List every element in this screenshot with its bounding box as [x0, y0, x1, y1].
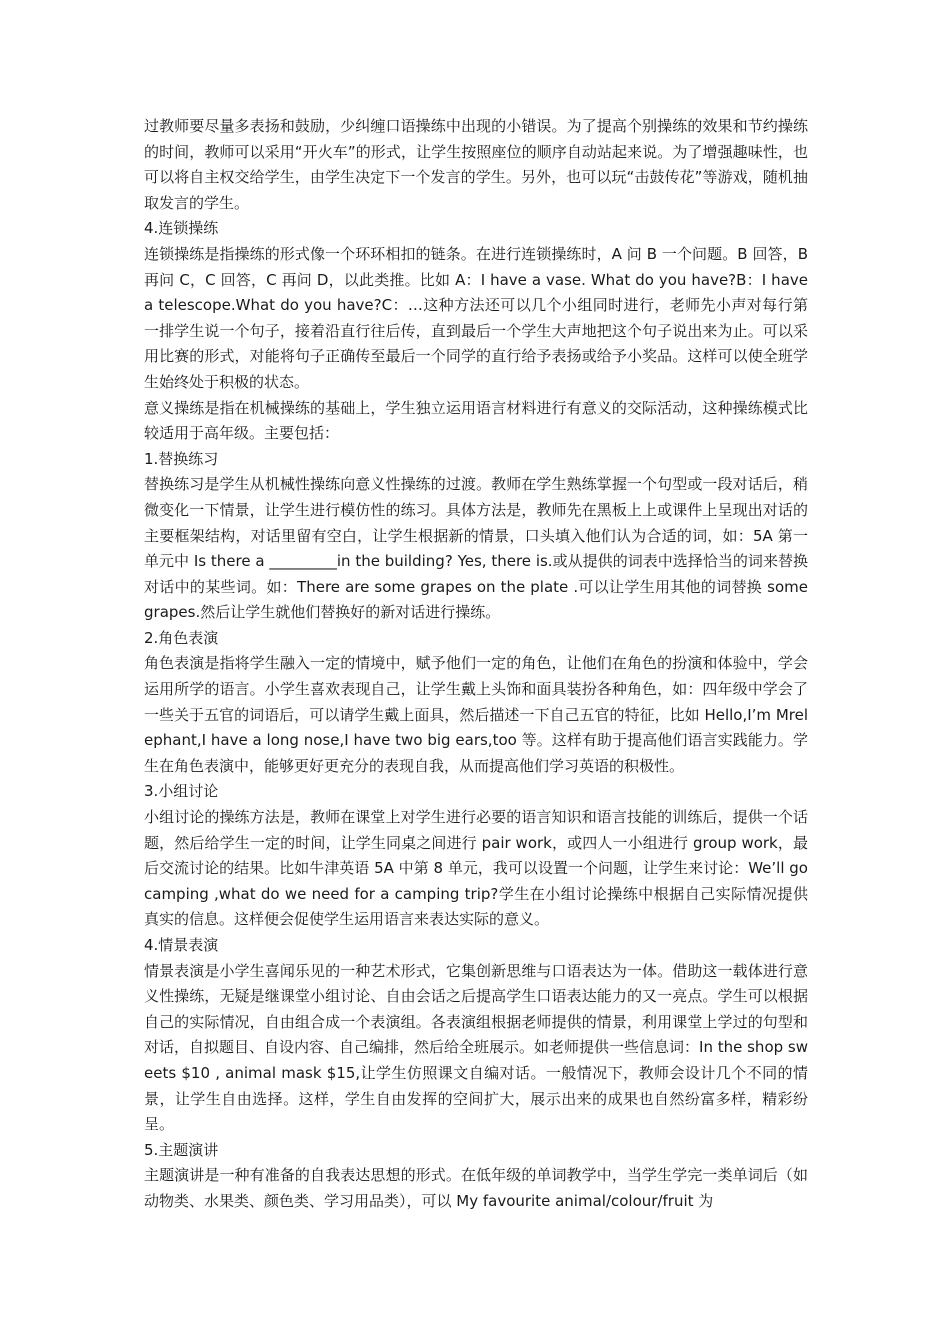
document-body — [144, 114, 808, 1215]
section-heading: 4.连锁操练 — [144, 219, 219, 238]
section-heading: 5.主题演讲 — [144, 1140, 219, 1159]
paragraph: 替换练习是学生从机械性操练向意义性操练的过渡。教师在学生熟练掌握一个句型或一段对话后，稍微变化一下情景，让学生进行模仿性的练习。具体方法是，教师先在黑板上上或课件上呈现出对话的主要框架结构，对话里留有空白，让学生根据新的情景，口头填入他们认为合适的词，如：5A 第一单元中 Is there a _________in the building? Yes, there is.或从提供的词表中选择恰当的词来替换对话中的某些词。如：There are some grapes on the plate .可以让学生用其他的词替换 some grapes.然后让学生就他们替换好的新对话进行操练。 — [144, 475, 808, 622]
section-heading: 3.小组讨论 — [144, 782, 219, 801]
paragraph: 过教师要尽量多表扬和鼓励，少纠缠口语操练中出现的小错误。为了提高个别操练的效果和节约操练的时间，教师可以采用“开火车”的形式，让学生按照座位的顺序自动站起来说。为了增强趣味性，也可以将自主权交给学生，由学生决定下一个发言的学生。另外，也可以玩“击鼓传花”等游戏，随机抽取发言的学生。 — [144, 117, 808, 212]
paragraph: 连锁操练是指操练的形式像一个环环相扣的链条。在进行连锁操练时，A 问 B 一个问题。B 回答，B 再问 C，C 回答，C 再问 D，以此类推。比如 A：I have a vase. What do you have?B：I have a telescope.What do you have?C：…这种方法还可以几个小组同时进行，老师先小声对每行第一排学生说一个句子，接着沿直行往后传，直到最后一个学生大声地把这个句子说出来为止。可以采用比赛的形式，对能将句子正确传至最后一个同学的直行给予表扬或给予小奖品。这样可以使全班学生始终处于积极的状态。 — [144, 244, 808, 391]
paragraph: 情景表演是小学生喜闻乐见的一种艺术形式，它集创新思维与口语表达为一体。借助这一载体进行意义性操练，无疑是继课堂小组讨论、自由会话之后提高学生口语表达能力的又一亮点。学生可以根据自己的实际情况，自由组合成一个表演组。各表演组根据老师提供的情景，利用课堂上学过的句型和对话，自拟题目、自设内容、自己编排，然后给全班展示。如老师提供一些信息词：In the shop sweets $10 , animal mask $15,让学生仿照课文自编对话。一般情况下，教师会设计几个不同的情景，让学生自由选择。这样，学生自由发挥的空间扩大，展示出来的成果也自然纷富多样，精彩纷呈。 — [144, 961, 808, 1134]
paragraph: 主题演讲是一种有准备的自我表达思想的形式。在低年级的单词教学中，当学生学完一类单词后（如动物类、水果类、颜色类、学习用品类），可以 My favourite animal/colour/fruit 为 — [144, 1166, 808, 1210]
section-heading: 4.情景表演 — [144, 936, 219, 954]
paragraph: 角色表演是指将学生融入一定的情境中，赋予他们一定的角色，让他们在角色的扮演和体验中，学会运用所学的语言。小学生喜欢表现自己，让学生戴上头饰和面具装扮各种角色，如：四年级中学会了一些关于五官的词语后，可以请学生戴上面具，然后描述一下自己五官的特征，比如 Hello,I’m Mrelephant,I have a long nose,I have two big ears,too 等。这样有助于提高他们语言实践能力。学生在角色表演中，能够更好更充分的表现自我，从而提高他们学习英语的积极性。 — [144, 654, 808, 775]
paragraph: 意义操练是指在机械操练的基础上，学生独立运用语言材料进行有意义的交际活动，这种操练模式比较适用于高年级。主要包括： — [144, 398, 808, 443]
section-heading: 1.替换练习 — [144, 449, 219, 468]
section-heading: 2.角色表演 — [144, 628, 219, 647]
paragraph: 小组讨论的操练方法是，教师在课堂上对学生进行必要的语言知识和语言技能的训练后，提供一个话题，然后给学生一定的时间，让学生同桌之间进行 pair work，或四人一小组进行 group work，最后交流讨论的结果。比如牛津英语 5A 中第 8 单元，我可以设置一个问题，让学生来讨论：We’ll go camping ,what do we need for a camping trip?学生在小组讨论操练中根据自己实际情况提供真实的信息。这样便会促使学生运用语言来表达实际的意义。 — [144, 808, 808, 929]
